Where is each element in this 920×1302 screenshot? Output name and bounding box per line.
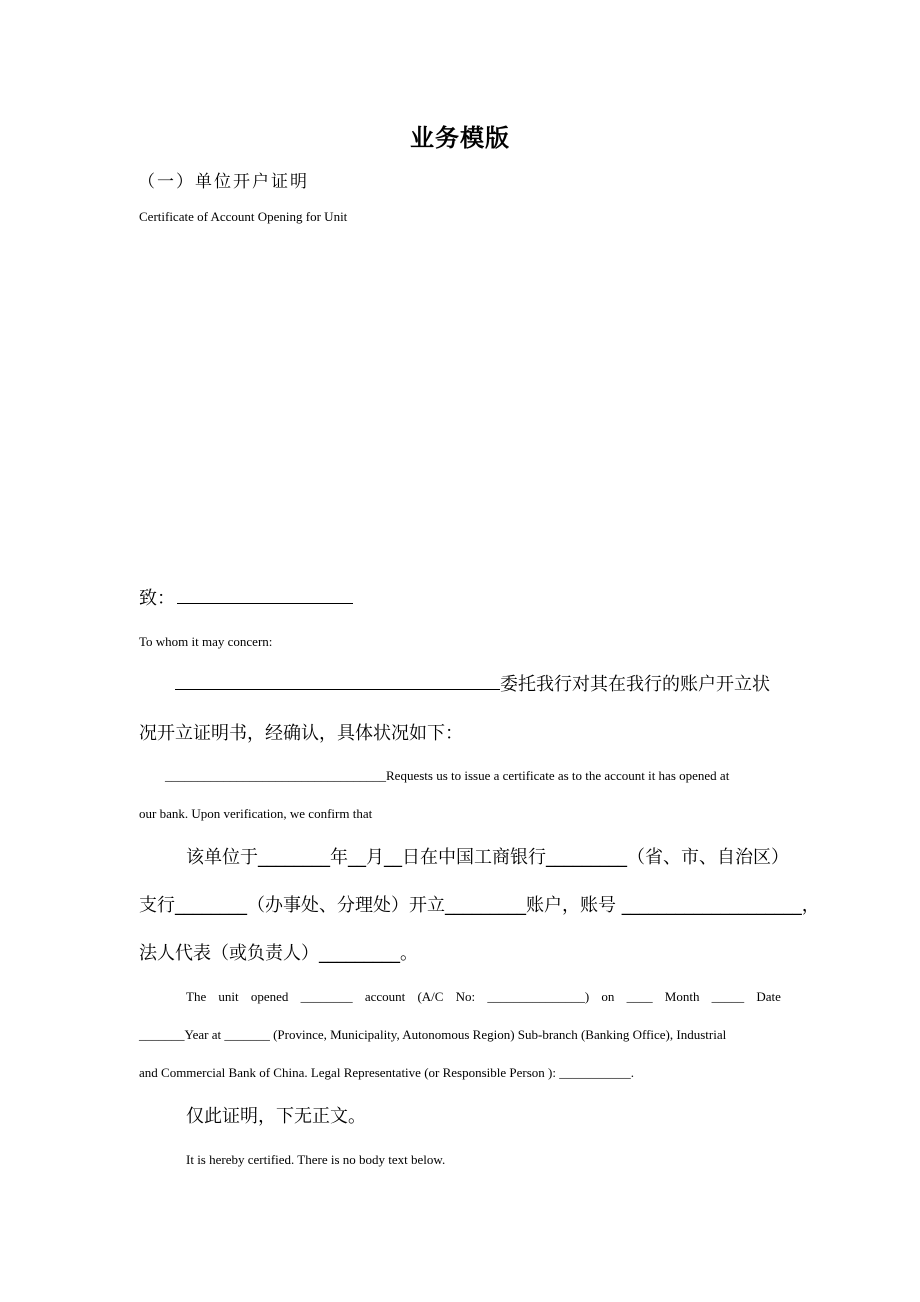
en-word: _______________) [487,989,590,1004]
en-word: account [364,989,406,1004]
en-word: Date [756,989,781,1004]
closing-statement-en: It is hereby certified. There is no body text below. [186,1152,446,1167]
para1-en-line2: our bank. Upon verification, we confirm that [139,806,373,821]
en-word: ________ [300,989,353,1004]
en-word: The [186,989,207,1004]
en-word: opened [250,989,289,1004]
en-word: (A/C [417,989,444,1004]
section-heading: （一）单位开户证明 [138,172,309,192]
to-label: 致： [139,588,175,609]
en-word: _____ [711,989,745,1004]
para1-line2: 况开立证明书，经确认，具体状况如下： [139,723,463,744]
en-word: on [601,989,615,1004]
para2-line3: 法人代表（或负责人）_________。 [139,943,418,964]
para2-en-line1 [186,989,781,1005]
to-label-en: To whom it may concern: [139,634,273,649]
para2-line2: 支行________（办事处、分理处）开立_________账户，账号 ____________________， [139,895,820,916]
document-title: 业务模版 [410,126,510,152]
section-heading-en: Certificate of Account Opening for Unit [139,209,348,224]
unit-name-blank [175,671,500,690]
para1-line1-text: 委托我行对其在我行的账户开立状 [500,674,770,695]
para2-en-line3: and Commercial Bank of China. Legal Representative (or Responsible Person ): ___________. [139,1065,634,1080]
para2-en-line2: _______Year at _______ (Province, Municipality, Autonomous Region) Sub-branch (Banking Office), Industrial [139,1027,727,1042]
to-line [139,584,353,610]
para2-line1: 该单位于________年__月__日在中国工商银行_________（省、市、自治区） [186,847,789,868]
para1-en-line1: __________________________________Requests us to issue a certificate as to the account it has opened at [165,768,730,783]
closing-statement: 仅此证明，下无正文。 [186,1106,366,1127]
en-word: ____ [626,989,653,1004]
para1-line1 [175,670,770,696]
en-word: No: [455,989,476,1004]
en-word: Month [664,989,700,1004]
recipient-blank [177,585,353,604]
en-word: unit [218,989,239,1004]
